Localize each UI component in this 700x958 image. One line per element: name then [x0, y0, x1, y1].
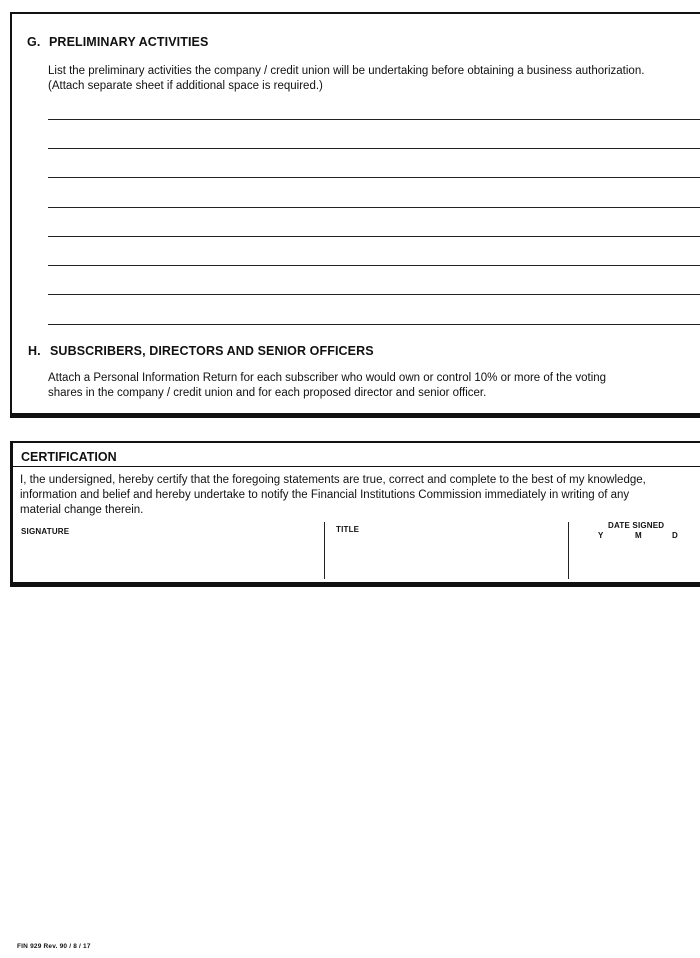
activity-line-3[interactable]: [48, 177, 700, 178]
activity-line-8[interactable]: [48, 324, 700, 325]
section-h-letter: H.: [28, 344, 41, 358]
activity-line-4[interactable]: [48, 207, 700, 208]
activity-line-5[interactable]: [48, 236, 700, 237]
title-label: TITLE: [336, 525, 360, 534]
section-g-heading: [27, 35, 208, 49]
section-h-title: SUBSCRIBERS, DIRECTORS AND SENIOR OFFICERS: [50, 344, 374, 358]
section-h-instruction-line1: Attach a Personal Information Return for each subscriber who would own or control 10% or more of the voting: [48, 372, 607, 384]
section-g-instruction-line1: List the preliminary activities the company / credit union will be undertaking before obtaining a business authorization.: [48, 65, 645, 77]
signature-field[interactable]: [17, 538, 323, 580]
date-signed-field[interactable]: [571, 542, 700, 580]
date-day-label: D: [672, 531, 678, 540]
signature-label: SIGNATURE: [21, 527, 70, 536]
section-h-instructions: [48, 371, 606, 401]
section-g-letter: G.: [27, 35, 41, 49]
title-date-divider: [568, 522, 569, 579]
date-year-label: Y: [598, 531, 604, 540]
certification-box: [10, 441, 700, 587]
form-number: FIN 929 Rev. 90 / 8 / 17: [17, 943, 91, 950]
title-field[interactable]: [327, 538, 567, 580]
certification-statement: [20, 473, 700, 518]
certification-statement-line1: I, the undersigned, hereby certify that the foregoing statements are true, correct and complete to the best of my knowledge,: [20, 474, 646, 486]
section-g-instructions: [48, 64, 644, 94]
section-g-title: PRELIMINARY ACTIVITIES: [49, 35, 209, 49]
section-gh-box: [10, 12, 700, 418]
section-h-heading: [28, 344, 374, 358]
certification-title: CERTIFICATION: [21, 450, 117, 464]
section-g-instruction-line2: (Attach separate sheet if additional space is required.): [48, 80, 323, 92]
certification-statement-line3: material change therein.: [20, 504, 144, 516]
activity-line-1[interactable]: [48, 119, 700, 120]
certification-statement-line2: information and belief and hereby undertake to notify the Financial Institutions Commission immediately in writing of any: [20, 489, 630, 501]
activity-line-7[interactable]: [48, 294, 700, 295]
signature-title-divider: [324, 522, 325, 579]
activity-line-2[interactable]: [48, 148, 700, 149]
section-h-instruction-line2: shares in the company / credit union and for each proposed director and senior officer.: [48, 387, 487, 399]
date-signed-label: DATE SIGNED: [608, 521, 665, 530]
date-month-label: M: [635, 531, 642, 540]
certification-divider: [13, 466, 700, 467]
activity-line-6[interactable]: [48, 265, 700, 266]
